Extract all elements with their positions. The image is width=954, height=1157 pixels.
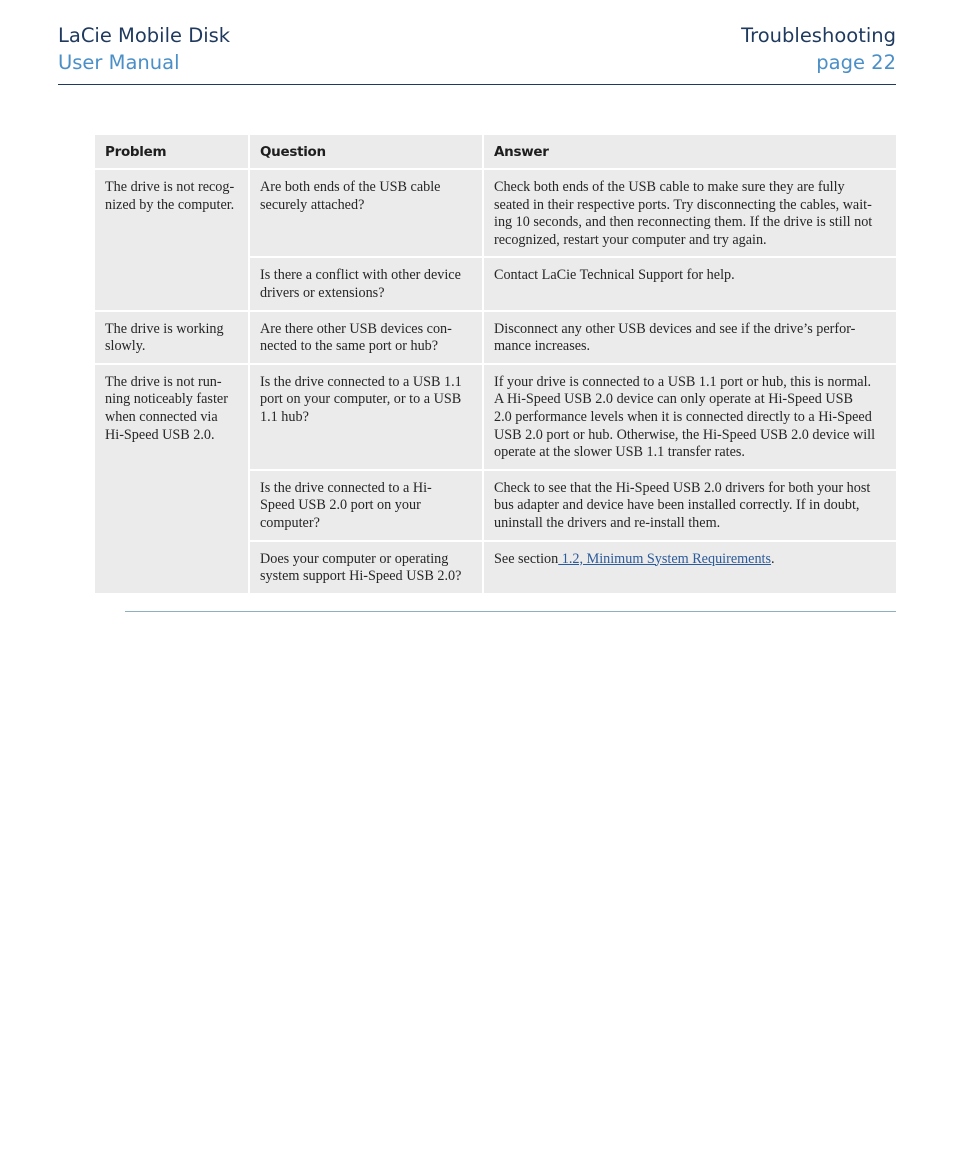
header-divider	[58, 84, 896, 85]
question-text: Is there a conflict with other device drivers or extensions?	[260, 267, 461, 301]
answer-prefix: See section	[494, 550, 559, 567]
column-header-problem: Problem	[94, 134, 249, 169]
column-header-answer: Answer	[483, 134, 897, 169]
question-cell	[249, 470, 483, 541]
question-text: Are there other USB devices con- nected to the same port or hub?	[260, 320, 452, 355]
section-title: Troubleshooting	[741, 24, 896, 47]
answer-text: Disconnect any other USB devices and see if the drive’s perfor- mance increases.	[494, 320, 856, 355]
problem-cell	[94, 364, 249, 594]
header-right	[741, 22, 896, 76]
question-cell	[249, 169, 483, 257]
question-cell	[249, 311, 483, 364]
manual-subtitle: User Manual	[58, 51, 180, 74]
troubleshooting-table	[93, 133, 898, 595]
answer-cell	[483, 541, 897, 594]
answer-cell	[483, 311, 897, 364]
header-left	[58, 22, 230, 76]
question-cell	[249, 364, 483, 470]
problem-cell	[94, 169, 249, 311]
question-text: Are both ends of the USB cable securely attached?	[260, 179, 441, 213]
table-row	[94, 364, 897, 470]
product-title: LaCie Mobile Disk	[58, 24, 231, 47]
answer-text: Check both ends of the USB cable to make sure they are fully seated in their respective ports. Try disconnecting the cables, wait- ing 10 seconds, and then reconnecting them. If the drive is still not recognized, restart your computer and try again.	[494, 179, 873, 248]
question-text: Is the drive connected to a Hi- Speed USB 2.0 port on your computer?	[260, 479, 432, 531]
page-number: page 22	[816, 51, 896, 74]
table-row	[94, 169, 897, 257]
column-header-question: Question	[249, 134, 483, 169]
question-cell	[249, 541, 483, 594]
problem-text: The drive is working slowly.	[105, 320, 224, 355]
problem-text: The drive is not recog- nized by the computer.	[105, 179, 235, 213]
table-header-row	[94, 134, 897, 169]
footer-divider	[125, 611, 896, 612]
answer-cell	[483, 169, 897, 257]
problem-text: The drive is not run- ning noticeably faster when connected via Hi-Speed USB 2.0.	[105, 373, 228, 443]
answer-text: Check to see that the Hi-Speed USB 2.0 drivers for both your host bus adapter and device have been installed correctly. If in doubt, uninstall the drivers and re-install them.	[494, 479, 871, 531]
minimum-system-requirements-link[interactable]: 1.2, Minimum System Requirements	[558, 550, 772, 567]
answer-suffix: .	[771, 550, 775, 567]
answer-text: If your drive is connected to a USB 1.1 port or hub, this is normal. A Hi-Speed USB 2.0 device can only operate at Hi-Speed USB 2.0 performance levels when it is connected directly to a Hi-Speed USB 2.0 port or hub. Otherwise, the Hi-Speed USB 2.0 device will operate at the slower USB 1.1 transfer rates.	[494, 373, 876, 461]
answer-cell	[483, 470, 897, 541]
answer-cell	[483, 257, 897, 310]
question-text: Is the drive connected to a USB 1.1 port on your computer, or to a USB 1.1 hub?	[260, 373, 462, 425]
answer-cell	[483, 364, 897, 470]
table-row	[94, 311, 897, 364]
question-text: Does your computer or operating system support Hi-Speed USB 2.0?	[260, 550, 462, 585]
answer-text: Contact LaCie Technical Support for help.	[494, 267, 735, 284]
question-cell	[249, 257, 483, 310]
problem-cell	[94, 311, 249, 364]
